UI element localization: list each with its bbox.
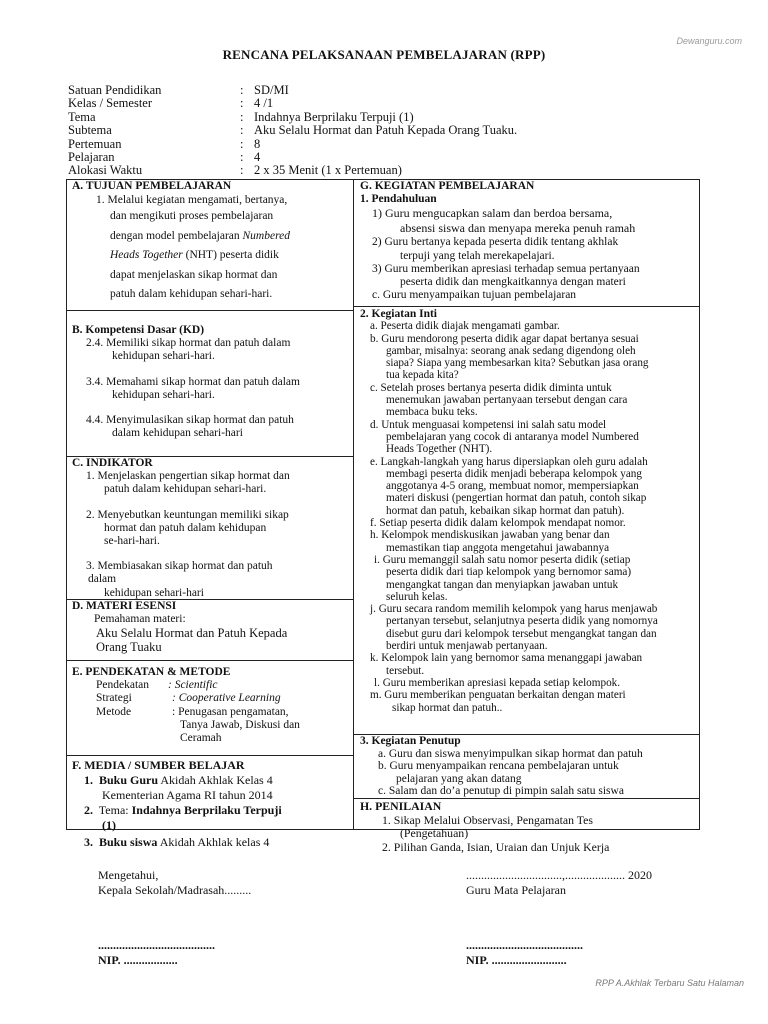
inti-line: pertanyan tersebut, selanjutnya peserta didik yang nomornya	[386, 615, 658, 628]
pendekatan-value: : Penugasan pengamatan,	[172, 705, 289, 718]
section-materi	[72, 600, 352, 654]
pendekatan-value: : Scientific	[168, 679, 218, 692]
kd-item	[72, 414, 352, 440]
identity-separator: :	[240, 83, 244, 97]
media-bold: Indahnya Berprilaku Terpuji	[131, 803, 282, 817]
pendahuluan-line: c. Guru menyampaikan tujuan pembelajaran	[372, 289, 577, 302]
identity-label: Tema	[68, 109, 96, 124]
pendahuluan-line: 1) Guru mengucapkan salam dan berdoa bersama,	[372, 206, 613, 221]
inti-item	[370, 603, 698, 652]
indikator-line: patuh dalam kehidupan sehari-hari.	[104, 483, 267, 496]
tujuan-italic: Heads Together	[110, 249, 183, 262]
penutup-heading: 3. Kegiatan Penutup	[360, 735, 461, 747]
section-heading: C. INDIKATOR	[72, 457, 153, 469]
pendekatan-label: Strategi	[96, 692, 132, 705]
inti-list	[360, 320, 698, 714]
media-num: 2.	[84, 803, 93, 817]
signature-right-nip: NIP. .........................	[466, 953, 567, 967]
section-heading: F. MEDIA / SUMBER BELAJAR	[72, 758, 245, 772]
pendahuluan-item	[360, 263, 696, 289]
pendahuluan-line: terpuji yang telah merekapelajari.	[400, 249, 555, 262]
kd-line: 3.4. Memahami sikap hormat dan patuh dalam	[86, 375, 300, 388]
pendekatan-cont: Tanya Jawab, Diskusi dan	[180, 718, 300, 731]
indikator-line: se-hari-hari.	[104, 535, 160, 548]
signature-left-caption: Mengetahui,	[98, 868, 159, 882]
identity-separator: :	[240, 150, 244, 165]
document-title: RENCANA PELAKSANAAN PEMBELAJARAN (RPP)	[222, 47, 546, 62]
penutup-line: pelajaran yang akan datang	[396, 772, 522, 785]
inti-line: materi diskusi (pengertian hormat dan patuh, contoh sikap	[386, 492, 647, 505]
media-line	[84, 803, 352, 818]
kd-line: kehidupan sehari-hari.	[112, 350, 215, 363]
indikator-item	[72, 509, 352, 549]
identity-label: Pertemuan	[68, 136, 122, 151]
identity-block	[68, 84, 517, 178]
section-kegiatan	[360, 180, 696, 302]
inti-line: memastikan tiap anggota mengetahui jawabannya	[386, 541, 610, 554]
pendahuluan-line: 3) Guru memberikan apresiasi terhadap semua pertanyaan	[372, 262, 640, 275]
signature-right	[466, 868, 652, 968]
section-penilaian	[360, 800, 696, 854]
penutup-line: a. Guru dan siswa menyimpulkan sikap hormat dan patuh	[378, 747, 643, 760]
section-heading: H. PENILAIAN	[360, 799, 442, 813]
inti-line: membagi peserta didik menjadi beberapa kelompok yang	[386, 467, 642, 480]
section-heading: E. PENDEKATAN & METODE	[72, 666, 231, 678]
tujuan-italic: Numbered	[242, 229, 290, 242]
penilaian-line: 2. Pilihan Ganda, Isian, Uraian dan Unjuk Kerja	[382, 839, 610, 854]
identity-label: Kelas / Semester	[68, 96, 153, 111]
inti-line: gambar, misalnya: seorang anak sedang digendong oleh	[386, 344, 636, 357]
media-bold: Buku siswa	[99, 835, 158, 849]
left-divider-ef	[66, 755, 354, 756]
inti-line: a. Peserta didik diajak mengamati gambar.	[370, 320, 560, 333]
inti-line: menemukan jawaban pertanyaan tersebut dengan cara	[386, 394, 628, 407]
inti-line: m. Guru memberikan penguatan berkaitan dengan materi	[370, 689, 626, 702]
signature-right-line: .......................................	[466, 938, 583, 952]
penilaian-list	[360, 814, 696, 855]
pendekatan-row	[72, 706, 352, 719]
media-text: Tema:	[98, 803, 132, 817]
media-line	[84, 835, 352, 850]
inti-item	[370, 456, 698, 517]
identity-value: Indahnya Berprilaku Terpuji (1)	[254, 109, 414, 124]
inti-line: membaca buku teks.	[386, 406, 478, 419]
inti-line: b. Guru mendorong peserta didik agar dapat bertanya sesuai	[370, 332, 639, 345]
identity-value: SD/MI	[254, 83, 289, 97]
kd-line: dalam kehidupan sehari-hari	[112, 427, 243, 440]
left-divider-de	[66, 660, 354, 661]
section-pendekatan	[72, 666, 352, 745]
media-line	[84, 773, 352, 788]
indikator-item	[72, 560, 352, 600]
inti-item	[370, 517, 698, 529]
tujuan-line	[96, 227, 352, 247]
inti-item	[370, 652, 698, 677]
identity-row	[68, 84, 517, 97]
inti-line: siapa? Siapa yang membesarkan kita? Sebutkan jasa orang	[386, 357, 649, 370]
tujuan-line: 1. Melalui kegiatan mengamati, bertanya,	[96, 194, 288, 207]
identity-value: 2 x 35 Menit (1 x Pertemuan)	[254, 163, 402, 178]
inti-line: tua kepada kita?	[386, 369, 459, 382]
identity-value: 4	[254, 150, 261, 165]
pendahuluan-item	[360, 289, 696, 302]
section-kegiatan-penutup	[360, 735, 696, 798]
kd-line: 4.4. Menyimulasikan sikap hormat dan patuh	[86, 414, 294, 427]
section-heading: G. KEGIATAN PEMBELAJARAN	[360, 180, 535, 192]
inti-line: disebut guru dari kelompok tersebut mengangkat tangan dan	[386, 627, 657, 640]
indikator-line: kehidupan sehari-hari	[104, 586, 204, 599]
media-text: Akidah Akhlak Kelas 4	[158, 773, 273, 787]
inti-line: peserta didik dari tiap kelompok yang bernomor sama)	[386, 566, 632, 579]
inti-line: j. Guru secara random memilih kelompok yang harus menjawab	[370, 603, 658, 616]
inti-item	[370, 689, 698, 714]
kd-line: 2.4. Memiliki sikap hormat dan patuh dalam	[86, 337, 291, 350]
identity-label: Subtema	[68, 123, 112, 138]
identity-separator: :	[240, 136, 244, 151]
inti-line: anggotanya 4-5 orang, membuat nomor, mempersiapkan	[386, 480, 639, 493]
tujuan-line: patuh dalam kehidupan sehari-hari.	[110, 288, 273, 301]
pendahuluan-line: peserta didik dan mengkaitkannya dengan materi	[400, 276, 626, 289]
tujuan-text: (NHT) peserta didik	[185, 249, 279, 262]
inti-line: c. Setelah proses bertanya peserta didik diminta untuk	[370, 381, 612, 394]
identity-row	[68, 151, 517, 164]
inti-line: i. Guru memanggil salah satu nomor peserta didik (setiap	[374, 553, 631, 566]
materi-sub: Pemahaman materi:	[94, 613, 186, 626]
pendekatan-value: : Cooperative Learning	[172, 692, 281, 705]
pendekatan-cont: Ceramah	[180, 732, 222, 745]
section-media	[72, 758, 352, 850]
pendekatan-row	[72, 692, 352, 705]
inti-item	[370, 419, 698, 456]
inti-line: h. Kelompok mendiskusikan jawaban yang benar dan	[370, 529, 610, 542]
identity-row	[68, 138, 517, 151]
inti-item	[370, 554, 698, 603]
inti-item	[370, 320, 698, 332]
signature-left-nip: NIP. ..................	[98, 953, 178, 967]
indikator-line: dalam	[88, 573, 117, 586]
section-heading: D. MATERI ESENSI	[72, 600, 177, 612]
media-cont: Kementerian Agama RI tahun 2014	[102, 788, 273, 802]
penilaian-line: (Pengetahuan)	[400, 826, 469, 840]
media-cont: (1)	[102, 818, 116, 832]
identity-separator: :	[240, 96, 244, 111]
media-bold: Buku Guru	[99, 773, 159, 787]
inti-line: sikap hormat dan patuh..	[392, 701, 503, 714]
inti-line: f. Setiap peserta didik dalam kelompok mendapat nomor.	[370, 517, 626, 530]
section-tujuan	[72, 180, 352, 305]
tujuan-line: dapat menjelaskan sikap hormat dan	[110, 268, 278, 281]
inti-line: hormat dan patuh, kebaikan sikap hormat dan patuh).	[386, 504, 625, 517]
identity-row	[68, 111, 517, 124]
penutup-list	[360, 748, 696, 798]
kd-line: kehidupan sehari-hari.	[112, 388, 215, 401]
penilaian-line: 1. Sikap Melalui Observasi, Pengamatan Tes	[382, 812, 593, 827]
section-heading: A. TUJUAN PEMBELAJARAN	[72, 180, 232, 192]
pendahuluan-heading: 1. Pendahuluan	[360, 193, 437, 206]
tujuan-text: dengan model pembelajaran	[110, 229, 240, 242]
pendekatan-label: Metode	[96, 705, 132, 718]
materi-line: Aku Selalu Hormat dan Patuh Kepada	[96, 626, 288, 641]
indikator-line: 2. Menyebutkan keuntungan memiliki sikap	[86, 508, 289, 521]
inti-line: e. Langkah-langkah yang harus dipersiapkan oleh guru adalah	[370, 455, 648, 468]
kd-item	[72, 337, 352, 363]
identity-separator: :	[240, 123, 244, 138]
kd-item	[72, 376, 352, 402]
inti-item	[370, 529, 698, 554]
signature-right-role: Guru Mata Pelajaran	[466, 883, 566, 897]
identity-value: Aku Selalu Hormat dan Patuh Kepada Orang Tuaku.	[254, 123, 518, 138]
inti-line: k. Kelompok lain yang bernomor sama menanggapi jawaban	[370, 652, 643, 665]
inti-line: l. Guru memberikan apresiasi kepada setiap kelompok.	[374, 676, 621, 689]
pendahuluan-item	[360, 236, 696, 262]
section-kompetensi-dasar	[72, 324, 352, 440]
pendahuluan-line: 2) Guru bertanya kepada peserta didik tentang akhlak	[372, 236, 619, 249]
identity-value: 4 /1	[254, 96, 274, 111]
indikator-line: hormat dan patuh dalam kehidupan	[104, 521, 267, 534]
inti-item	[370, 677, 698, 689]
identity-separator: :	[240, 109, 244, 124]
penutup-line: b. Guru menyampaikan rencana pembelajaran untuk	[378, 760, 619, 773]
section-heading: B. Kompetensi Dasar (KD)	[72, 324, 205, 336]
signature-left-line: .......................................	[98, 938, 215, 952]
indikator-line: 3. Membiasakan sikap hormat dan patuh	[86, 560, 273, 573]
materi-line: Orang Tuaku	[96, 640, 162, 655]
indikator-line: 1. Menjelaskan pengertian sikap hormat dan	[86, 470, 290, 483]
identity-label: Satuan Pendidikan	[68, 83, 162, 97]
media-item	[72, 773, 352, 803]
section-kegiatan-inti	[360, 308, 698, 714]
inti-line: pembelajaran yang cocok di antaranya model Numbered	[386, 430, 639, 443]
identity-separator: :	[240, 163, 244, 178]
media-num: 1.	[84, 773, 93, 787]
identity-row	[68, 164, 517, 177]
inti-line: d. Untuk menguasai kompetensi ini salah satu model	[370, 418, 607, 431]
inti-item	[370, 382, 698, 419]
table-column-divider	[353, 179, 354, 830]
inti-line: tersebut.	[386, 664, 425, 677]
identity-label: Pelajaran	[68, 150, 115, 165]
inti-line: Heads Together (NHT).	[386, 443, 493, 456]
watermark-top: Dewanguru.com	[676, 36, 742, 46]
pendekatan-row	[72, 679, 352, 692]
media-item	[72, 835, 352, 850]
penutup-line: c. Salam dan do’a penutup di pimpin salah satu siswa	[378, 785, 624, 798]
identity-row	[68, 124, 517, 137]
inti-heading: 2. Kegiatan Inti	[360, 308, 437, 320]
inti-line: berdiri untuk menjawab pertanyaan.	[386, 640, 548, 653]
inti-line: seluruh kelas.	[386, 590, 448, 603]
identity-value: 8	[254, 136, 261, 151]
indikator-item	[72, 470, 352, 496]
tujuan-line: dan mengikuti proses pembelajaran	[110, 210, 274, 223]
pendekatan-label: Pendekatan	[96, 679, 150, 692]
media-text: Akidah Akhlak kelas 4	[157, 835, 270, 849]
identity-row	[68, 97, 517, 110]
media-num: 3.	[84, 835, 93, 849]
left-divider-ab	[66, 310, 354, 311]
tujuan-line	[96, 246, 352, 266]
pendahuluan-item	[360, 206, 696, 236]
pendahuluan-line: absensi siswa dan menyapa mereka penuh ramah	[400, 221, 636, 236]
signature-left	[98, 868, 251, 968]
identity-label: Alokasi Waktu	[68, 163, 143, 178]
section-indikator	[72, 457, 352, 600]
inti-line: mengangkat tangan dan menyiapkan jawaban untuk	[386, 578, 619, 591]
watermark-bottom: RPP A.Akhlak Terbaru Satu Halaman	[595, 978, 744, 988]
inti-item	[370, 333, 698, 382]
signature-left-role: Kepala Sekolah/Madrasah.........	[98, 883, 252, 897]
signature-right-place-date: ................................,.................... 2020	[466, 868, 652, 882]
media-item	[72, 803, 352, 833]
right-divider-pendahuluan	[353, 306, 700, 307]
